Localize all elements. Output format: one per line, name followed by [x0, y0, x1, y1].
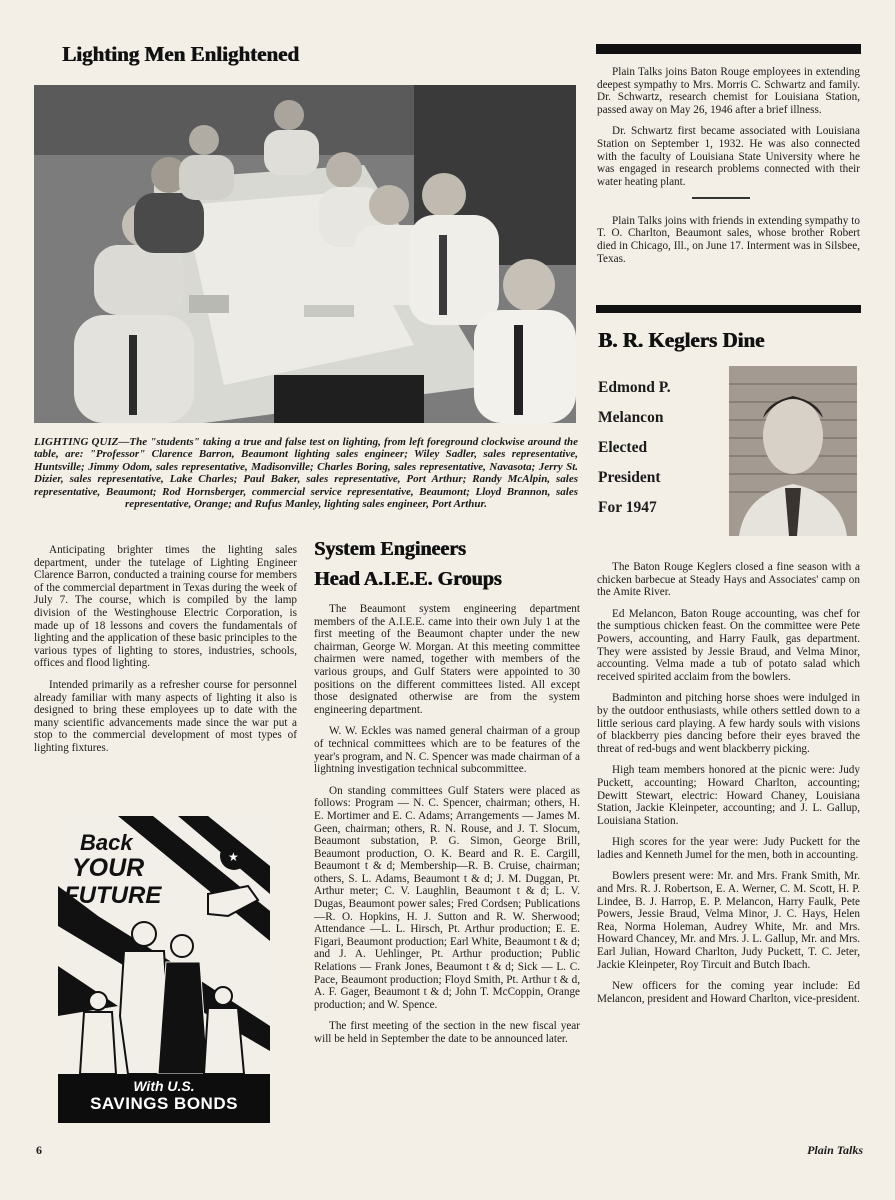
lighting-quiz-photo	[34, 85, 576, 423]
keglers-article-body	[597, 561, 860, 1014]
keglers-paragraph: Ed Melancon, Baton Rouge accounting, was chef for the sumptious chicken feast. On the committee were Pete Powers, accounting, and Harry Faulk, gas department. They were assisted by Jessie Braud, and Velma Minor, accounting. Velma made a tub of potato salad which received spirited acclaim from the bowlers.	[597, 607, 860, 683]
keglers-paragraph: High team members honored at the picnic were: Judy Puckett, accounting; Howard Charlton, accounting; Dewitt Stewart, electric: Howard Chaney, Louisiana Station, Jackie Kleinpeter, accounting; and J. L. Gallup, Louisiana Station.	[597, 764, 860, 827]
svg-text:★: ★	[228, 850, 239, 864]
poster-banner	[58, 1074, 270, 1123]
aiee-groups-headline: Head A.I.E.E. Groups	[314, 568, 502, 590]
sympathy-notices	[597, 66, 860, 274]
aiee-paragraph: On standing committees Gulf Staters were placed as follows: Program — N. C. Spencer, chairman; others, H. E. Mortimer and E. C. Adams; Arrangements — James M. Geen, chairman; others, R. N. Rouse, and J. T. Slocum, Beaumont substation, P. G. Simon, George Brill, Beaumont production, O. K. Beard and R. E. Cargill, Beaumont t & d; Membership—R. B. Cruise, chairman; others, S. L. Adams, Beaumont t & d; J. M. Duggan, Pt. Arthur meter; C. V. Laughlin, Beaumont t & d; L. V. Dugas, Beaumont power sales; Fred Cordsen; Publications—R. O. Hopkins, H. J. Sutton and R. W. Sherwood; Attendance —L. L. Hirsch, Pt. Arthur production; E. E. Figari, Beaumont production; Earl White, Beaumont t & d; and J. A. Uehlinger, Pt. Arthur production; Public Relations — Frank Jones, Beaumont t & d; Sick — L. C. Pace, Beaumont production; Floyd Smith, Pt. Arthur t & d, A. F. Gager, Beaumont t & d; John T. McCoppin, Orange production; and W. Spence.	[314, 784, 580, 1011]
lighting-article-body	[34, 544, 297, 764]
elected-line: President	[598, 469, 661, 486]
lighting-paragraph: Anticipating brighter times the lighting sales department, under the tutelage of Lighting Engineer Clarence Barron, conducted a training course for members of the commercial department in Texas during the week of July 7. The course, which is compiled by the lamp division of the Westinghouse Electric Corporation, is made up of 18 lessons and covers the fundamentals of lighting and the application of these basic principles to the various types of lighting to stores, industries, schools, offices and flood lighting.	[34, 544, 297, 670]
savings-bonds-poster	[58, 816, 270, 1123]
elected-line: Melancon	[598, 409, 664, 426]
poster-savings-bonds: SAVINGS BONDS	[90, 1094, 238, 1113]
portrait-illustration	[729, 366, 857, 536]
keglers-rule	[596, 305, 861, 313]
lighting-headline: Lighting Men Enlightened	[62, 42, 299, 66]
top-right-rule	[596, 44, 861, 54]
keglers-paragraph: Badminton and pitching horse shoes were indulged in by the outdoor enthusiasts, while others settled down to a little serious card playing. A few hardy souls with visions of blackberry pies dancing before their eyes braved the threat of red-bugs and went blackberry picking.	[597, 692, 860, 755]
poster-back: Back	[80, 830, 133, 855]
poster-your: YOUR	[72, 854, 145, 882]
aiee-paragraph: The first meeting of the section in the new fiscal year will be held in September the date to be announced later.	[314, 1020, 580, 1045]
keglers-paragraph: High scores for the year were: Judy Puckett for the ladies and Kenneth Jumel for the men, both in accounting.	[597, 836, 860, 861]
lighting-paragraph: Intended primarily as a refresher course for personnel already familiar with many aspects of lighting it also is designed to bring these employees up to date with the many scientific advancements made since the war put a stop to the commercial development of most types of lighting fixtures.	[34, 678, 297, 754]
sympathy-paragraph: Dr. Schwartz first became associated with Louisiana Station on September 1, 1932. He was also connected with the faculty of Louisiana State University where he was engaged in research problems connected with their water heating plant.	[597, 125, 860, 188]
sympathy-paragraph: Plain Talks joins Baton Rouge employees in extending deepest sympathy to Mrs. Morris C. Schwartz and family. Dr. Schwartz, research chemist for Louisiana Station, passed away on May 26, 1946 after a brief illness.	[597, 66, 860, 116]
meeting-photo-illustration	[34, 85, 576, 423]
keglers-paragraph: New officers for the coming year include: Ed Melancon, president and Howard Charlton, vice-president.	[597, 980, 860, 1005]
keglers-paragraph: The Baton Rouge Keglers closed a fine season with a chicken barbecue at Steady Hays and Associates' camp on the Amite River.	[597, 561, 860, 599]
sympathy-divider	[692, 197, 750, 199]
elected-line: For 1947	[598, 499, 657, 516]
elected-line: Edmond P.	[598, 379, 671, 396]
elected-line: Elected	[598, 439, 648, 456]
melancon-portrait	[729, 366, 857, 536]
system-engineers-headline: System Engineers	[314, 538, 466, 560]
keglers-paragraph: Bowlers present were: Mr. and Mrs. Frank Smith, Mr. and Mrs. R. J. Robertson, E. A. Werner, C. M. Scott, H. P. Lindee, B. J. Harrop, E. P. Melancon, Harry Faulk, Pete Powers, Jessie Braud, Velma Minor, J. C. Hays, Helen Rea, Norma Holeman, Audrey White, Mr. and Mrs. Howard Chancey, Mr. and Mrs. J. L. Gallup, Mr. and Mrs. Earl Julian, Howard Charlton, Judy Puckett, T. C. Jeter, Jackie Kleinpeter, Roy Tircuit and Butch Ibach.	[597, 870, 860, 971]
sympathy-paragraph: Plain Talks joins with friends in extending sympathy to T. O. Charlton, Beaumont sales, whose brother Robert died in Chicago, Ill., on June 17. Interment was in Silsbee, Texas.	[597, 214, 860, 265]
poster-with-us: With U.S.	[133, 1078, 195, 1094]
photo-caption: LIGHTING QUIZ—The "students" taking a true and false test on lighting, from left foreground clockwise around the table, are: "Professor" Clarence Barron, Beaumont lighting sales engineer; Wiley Sadler, sales representative, Huntsville; Jimmy Odom, sales representative, Madisonville; Charles Boring, sales representative, Navasota; Jerry St. Dizier, sales representative, Lake Charles; Paul Baker, sales representative, Port Arthur; Randy McAlpin, sales representative, Beaumont; Rod Hornsberger, commercial service representative, Beaumont; Lloyd Brannon, sales representative, Orange; and Rufus Manley, lighting sales engineer, Port Arthur.	[34, 436, 578, 511]
publication-name: Plain Talks	[807, 1143, 863, 1157]
aiee-paragraph: The Beaumont system engineering department members of the A.I.E.E. came into their own July 1 at the first meeting of the Beaumont chapter under the new chairman, George W. Morgan. At this meeting committee chairmen were named, together with members of the various groups, and Gulf Staters were appointed to 30 positions on the different committees listed. All except those designated otherwise are from the system engineering department.	[314, 603, 580, 716]
aiee-paragraph: W. W. Eckles was named general chairman of a group of technical committees which are to be features of the year's program, and N. C. Spencer was made chairman of a lightning investigation technical subcommittee.	[314, 725, 580, 776]
keglers-headline: B. R. Keglers Dine	[598, 328, 765, 352]
aiee-article-body	[314, 603, 580, 1055]
page-number: 6	[36, 1143, 42, 1157]
elected-subhead	[598, 373, 716, 523]
poster-future: FUTURE	[64, 882, 162, 909]
